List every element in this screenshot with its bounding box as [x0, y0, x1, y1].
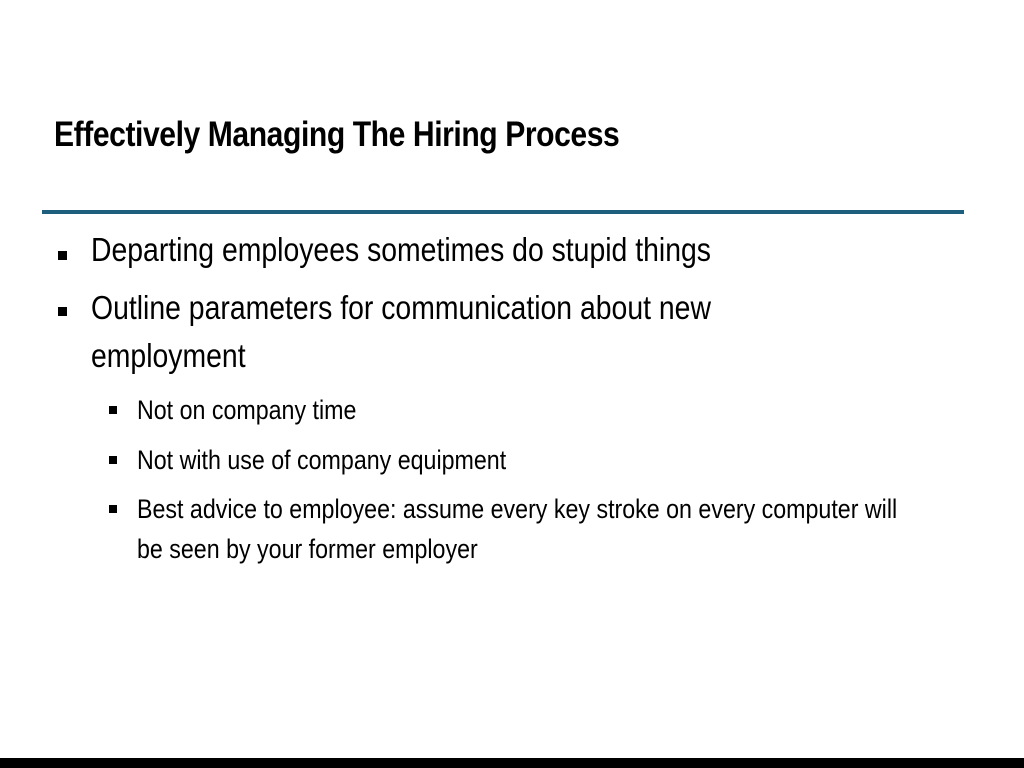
sub-bullet-item: Not with use of company equipment	[137, 445, 507, 475]
bullet-item: Departing employees sometimes do stupid things	[91, 231, 711, 268]
bullet-item: Outline parameters for communication about new employment	[91, 289, 711, 374]
bottom-bar	[0, 758, 1024, 768]
square-bullet-icon	[109, 406, 117, 414]
square-bullet-icon	[58, 307, 67, 316]
square-bullet-icon	[58, 251, 67, 260]
slide-title: Effectively Managing The Hiring Process	[54, 115, 620, 154]
sub-bullet-item: Best advice to employee: assume every key stroke on every computer will be seen by your former employer	[137, 494, 898, 564]
title-divider	[42, 210, 964, 214]
square-bullet-icon	[109, 456, 117, 464]
square-bullet-icon	[109, 505, 117, 513]
sub-bullet-item: Not on company time	[137, 395, 357, 425]
